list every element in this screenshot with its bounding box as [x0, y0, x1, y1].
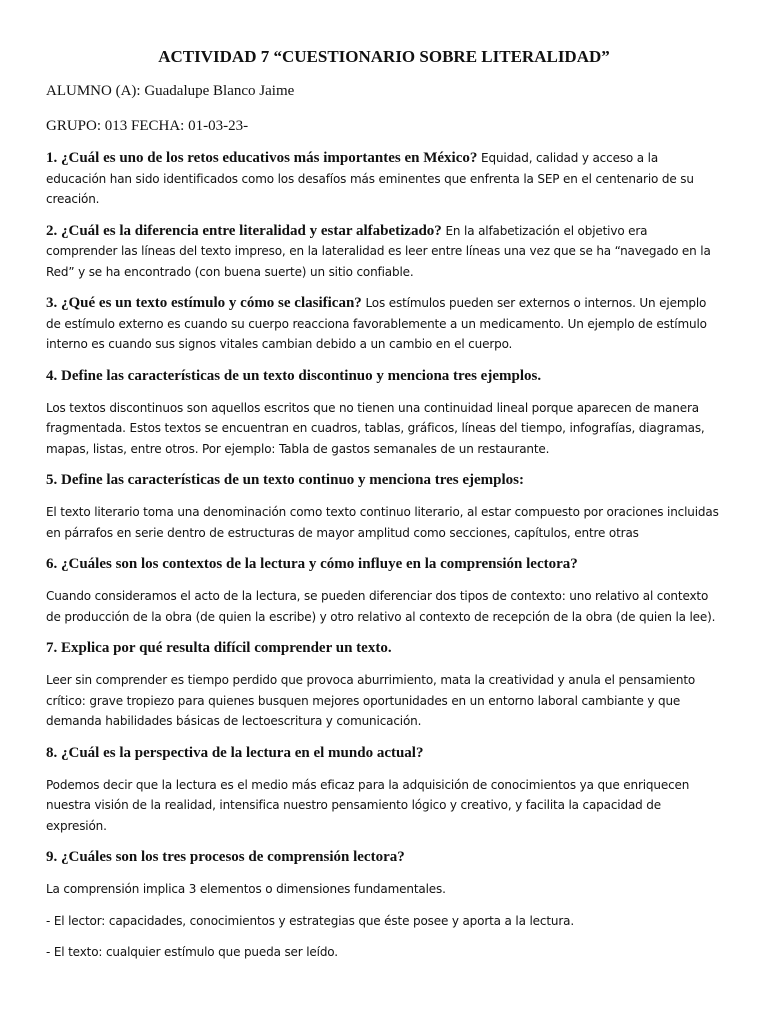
- question-5-text: 5. Define las características de un texto continuo y menciona tres ejemplos:: [46, 472, 524, 488]
- question-8-text: 8. ¿Cuál es la perspectiva de la lectura en el mundo actual?: [46, 744, 424, 761]
- question-9-text: 9. ¿Cuáles son los tres procesos de comprensión lectora?: [46, 849, 405, 865]
- group-date: GRUPO: 013 FECHA: 01-03-23-: [46, 118, 249, 134]
- questionnaire: [46, 148, 720, 974]
- question-6-text: 6. ¿Cuáles son los contextos de la lectura y cómo influye en la comprensión lectora?: [46, 556, 578, 572]
- question-3: [46, 293, 720, 355]
- document-title: ACTIVIDAD 7 “CUESTIONARIO SOBRE LITERALIDAD”: [158, 47, 610, 66]
- question-6-answer: Cuando consideramos el acto de la lectura, se pueden diferenciar dos tipos de contexto: uno relativo al contexto de producción de la obra (de quien la escribe) y otro relativo al contexto de recepción de la obra (de quien la lee).: [46, 589, 716, 624]
- student-name: ALUMNO (A): Guadalupe Blanco Jaime: [46, 83, 295, 99]
- question-8-answer: Podemos decir que la lectura es el medio más eficaz para la adquisición de conocimientos ya que enriquecen nuestra visión de la realidad, intensifica nuestro pensamiento lógico y creativo, y facilita la capacidad de expresión.: [46, 777, 690, 833]
- question-2-answer: En la alfabetización el objetivo era comprender las líneas del texto impreso, en la lateralidad es leer entre líneas una vez que se ha “navegado en la Red” y se ha encontrado (con buena suerte) un sitio confiable.: [46, 223, 711, 279]
- question-1-answer: Equidad, calidad y acceso a la educación han sido identificados como los desafíos más eminentes que enfrenta la SEP en el centenario de su creación.: [46, 151, 694, 206]
- question-9-item-lector: - El lector: capacidades, conocimientos y estrategias que éste posee y aporta a la lectura.: [46, 913, 574, 928]
- question-3-text: 3. ¿Qué es un texto estímulo y cómo se clasifican?: [46, 295, 362, 311]
- question-4-text: 4. Define las características de un texto discontinuo y menciona tres ejemplos.: [46, 367, 542, 384]
- question-1: [46, 148, 720, 210]
- question-1-text: 1. ¿Cuál es uno de los retos educativos más importantes en México?: [46, 150, 478, 166]
- question-9-item-texto: - El texto: cualquier estímulo que pueda ser leído.: [46, 945, 338, 959]
- question-7-answer: Leer sin comprender es tiempo perdido que provoca aburrimiento, mata la creatividad y anula el pensamiento crítico: grave tropiezo para quienes busquen mejores oportunidades en un entorno laboral cambiante y que demanda habilidades básicas de lectoescritura y comunicación.: [46, 673, 696, 728]
- question-7-text: 7. Explica por qué resulta difícil comprender un texto.: [46, 640, 392, 656]
- question-2: [46, 221, 720, 283]
- question-9-answer: La comprensión implica 3 elementos o dimensiones fundamentales.: [46, 882, 446, 896]
- question-2-text: 2. ¿Cuál es la diferencia entre literalidad y estar alfabetizado?: [46, 222, 442, 239]
- question-3-answer: Los estímulos pueden ser externos o internos. Un ejemplo de estímulo externo es cuando su cuerpo reacciona favorablemente a un medicamento. Un ejemplo de estímulo interno es cuando sus signos vitales cambian debido a un cambio en el cuerpo.: [46, 296, 707, 351]
- question-5-answer: El texto literario toma una denominación como texto continuo literario, al estar compuesto por oraciones incluidas en párrafos en serie dentro de estructuras de mayor amplitud como secciones, capítulos, entre otras: [46, 505, 719, 540]
- question-4-answer: Los textos discontinuos son aquellos escritos que no tienen una continuidad lineal porque aparecen de manera fragmentada. Estos textos se encuentran en cuadros, tablas, gráficos, líneas del tiempo, infografías, diagramas, mapas, listas, entre otros. Por ejemplo: Tabla de gastos semanales de un restaurante.: [46, 400, 705, 456]
